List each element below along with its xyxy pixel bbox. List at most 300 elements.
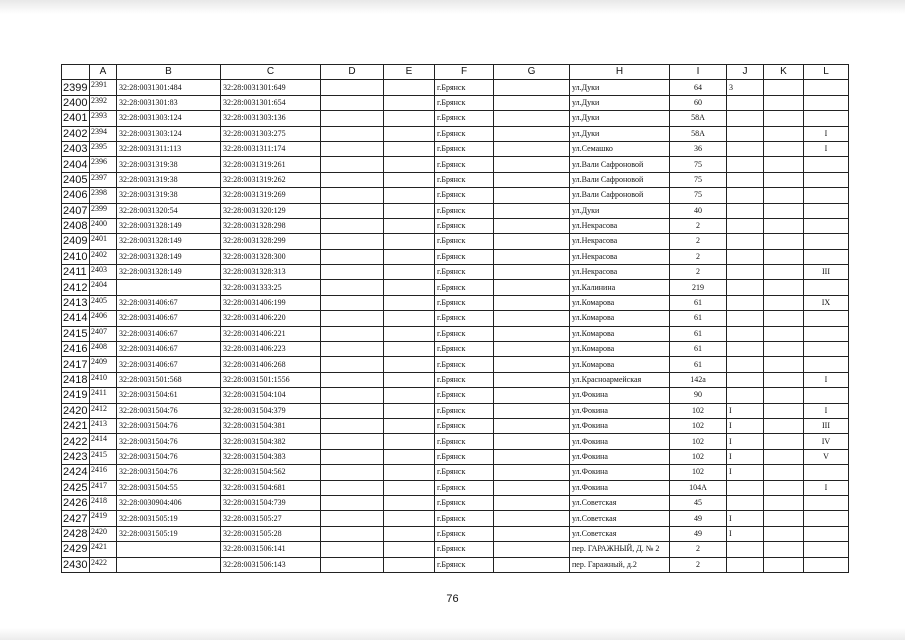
cell-j bbox=[727, 234, 764, 249]
cell-h: ул.Фокина bbox=[570, 388, 670, 403]
cell-d bbox=[321, 111, 384, 126]
cell-j bbox=[727, 388, 764, 403]
cell-f: г.Брянск bbox=[435, 280, 494, 295]
row-number: 2414 bbox=[62, 311, 90, 326]
scan-edge-top bbox=[0, 0, 905, 14]
cell-b: 32:28:0031301:83 bbox=[117, 95, 221, 110]
cell-l bbox=[804, 157, 849, 172]
cell-l bbox=[804, 557, 849, 572]
cell-d bbox=[321, 495, 384, 510]
cell-h: ул.Семашко bbox=[570, 141, 670, 156]
cell-b: 32:28:0031311:113 bbox=[117, 141, 221, 156]
column-header: K bbox=[764, 65, 804, 80]
row-number: 2424 bbox=[62, 465, 90, 480]
cell-j bbox=[727, 218, 764, 233]
row-number: 2429 bbox=[62, 542, 90, 557]
cell-a: 2400 bbox=[90, 218, 117, 233]
cell-k bbox=[764, 95, 804, 110]
cell-f: г.Брянск bbox=[435, 557, 494, 572]
cell-h: ул.Советская bbox=[570, 495, 670, 510]
row-number: 2423 bbox=[62, 449, 90, 464]
cell-l bbox=[804, 388, 849, 403]
cell-k bbox=[764, 511, 804, 526]
cell-k bbox=[764, 157, 804, 172]
row-number: 2404 bbox=[62, 157, 90, 172]
table-row bbox=[62, 265, 849, 280]
table-row bbox=[62, 418, 849, 433]
cell-i: 2 bbox=[670, 249, 727, 264]
cell-i: 61 bbox=[670, 295, 727, 310]
table-row bbox=[62, 480, 849, 495]
cell-f: г.Брянск bbox=[435, 372, 494, 387]
cell-f: г.Брянск bbox=[435, 203, 494, 218]
cell-e bbox=[384, 80, 435, 95]
cell-f: г.Брянск bbox=[435, 141, 494, 156]
cell-a: 2415 bbox=[90, 449, 117, 464]
cell-d bbox=[321, 126, 384, 141]
cell-c: 32:28:0031320:129 bbox=[221, 203, 321, 218]
table-row bbox=[62, 372, 849, 387]
cell-c: 32:28:0031505:27 bbox=[221, 511, 321, 526]
row-number: 2422 bbox=[62, 434, 90, 449]
row-number: 2420 bbox=[62, 403, 90, 418]
cell-a: 2421 bbox=[90, 542, 117, 557]
cell-j bbox=[727, 172, 764, 187]
cell-d bbox=[321, 95, 384, 110]
cell-j bbox=[727, 295, 764, 310]
cell-a: 2402 bbox=[90, 249, 117, 264]
cell-i: 142а bbox=[670, 372, 727, 387]
cell-l bbox=[804, 203, 849, 218]
row-number: 2425 bbox=[62, 480, 90, 495]
cell-h: ул.Комарова bbox=[570, 342, 670, 357]
row-number: 2407 bbox=[62, 203, 90, 218]
cell-l: I bbox=[804, 126, 849, 141]
cell-g bbox=[494, 326, 570, 341]
column-header: A bbox=[90, 65, 117, 80]
cell-b: 32:28:0031328:149 bbox=[117, 265, 221, 280]
cell-e bbox=[384, 218, 435, 233]
row-number: 2400 bbox=[62, 95, 90, 110]
cell-e bbox=[384, 311, 435, 326]
cell-c: 32:28:0031301:654 bbox=[221, 95, 321, 110]
cell-j: 3 bbox=[727, 80, 764, 95]
cell-c: 32:28:0031506:143 bbox=[221, 557, 321, 572]
cell-a: 2414 bbox=[90, 434, 117, 449]
cell-b bbox=[117, 542, 221, 557]
cell-h: ул.Красноармейская bbox=[570, 372, 670, 387]
table-row bbox=[62, 234, 849, 249]
row-number: 2403 bbox=[62, 141, 90, 156]
cell-j bbox=[727, 557, 764, 572]
cell-a: 2419 bbox=[90, 511, 117, 526]
cell-j bbox=[727, 542, 764, 557]
cell-a: 2407 bbox=[90, 326, 117, 341]
cell-j bbox=[727, 326, 764, 341]
cell-i: 102 bbox=[670, 403, 727, 418]
cell-c: 32:28:0031504:383 bbox=[221, 449, 321, 464]
cell-a: 2410 bbox=[90, 372, 117, 387]
cell-h: пер. Гаражный, д.2 bbox=[570, 557, 670, 572]
cell-k bbox=[764, 249, 804, 264]
cell-l bbox=[804, 172, 849, 187]
table-row bbox=[62, 357, 849, 372]
cell-l bbox=[804, 111, 849, 126]
cell-b: 32:28:0031505:19 bbox=[117, 526, 221, 541]
row-number: 2418 bbox=[62, 372, 90, 387]
cell-j bbox=[727, 203, 764, 218]
cell-a: 2393 bbox=[90, 111, 117, 126]
cell-b: 32:28:0031303:124 bbox=[117, 111, 221, 126]
cell-d bbox=[321, 265, 384, 280]
cell-e bbox=[384, 172, 435, 187]
table-row bbox=[62, 311, 849, 326]
cell-e bbox=[384, 249, 435, 264]
cell-f: г.Брянск bbox=[435, 357, 494, 372]
cell-d bbox=[321, 203, 384, 218]
cell-f: г.Брянск bbox=[435, 157, 494, 172]
cell-b: 32:28:0031328:149 bbox=[117, 249, 221, 264]
cell-h: ул.Дуки bbox=[570, 203, 670, 218]
cell-c: 32:28:0031319:262 bbox=[221, 172, 321, 187]
cell-a: 2408 bbox=[90, 342, 117, 357]
cell-f: г.Брянск bbox=[435, 403, 494, 418]
cell-g bbox=[494, 126, 570, 141]
table-row bbox=[62, 126, 849, 141]
cell-a: 2413 bbox=[90, 418, 117, 433]
cell-g bbox=[494, 372, 570, 387]
table-row bbox=[62, 80, 849, 95]
cell-g bbox=[494, 342, 570, 357]
cell-j bbox=[727, 357, 764, 372]
cell-e bbox=[384, 480, 435, 495]
cell-d bbox=[321, 172, 384, 187]
table-row bbox=[62, 157, 849, 172]
cell-a: 2412 bbox=[90, 403, 117, 418]
cell-f: г.Брянск bbox=[435, 249, 494, 264]
cell-f: г.Брянск bbox=[435, 480, 494, 495]
cell-l bbox=[804, 357, 849, 372]
cell-l: V bbox=[804, 449, 849, 464]
table-body bbox=[62, 80, 849, 573]
cell-i: 49 bbox=[670, 511, 727, 526]
cell-a: 2404 bbox=[90, 280, 117, 295]
cell-h: ул.Вали Сафроновой bbox=[570, 172, 670, 187]
cell-i: 102 bbox=[670, 465, 727, 480]
column-header: J bbox=[727, 65, 764, 80]
cell-b: 32:28:0031301:484 bbox=[117, 80, 221, 95]
cell-h: ул.Комарова bbox=[570, 295, 670, 310]
cell-d bbox=[321, 403, 384, 418]
row-number: 2410 bbox=[62, 249, 90, 264]
cell-l bbox=[804, 80, 849, 95]
cell-b: 32:28:0031504:55 bbox=[117, 480, 221, 495]
cell-i: 58А bbox=[670, 111, 727, 126]
cell-h: ул.Фокина bbox=[570, 434, 670, 449]
cell-h: ул.Советская bbox=[570, 526, 670, 541]
cell-g bbox=[494, 449, 570, 464]
table-row bbox=[62, 141, 849, 156]
cell-a: 2396 bbox=[90, 157, 117, 172]
cell-l: I bbox=[804, 141, 849, 156]
cell-h: ул.Некрасова bbox=[570, 265, 670, 280]
row-number: 2406 bbox=[62, 188, 90, 203]
cell-f: г.Брянск bbox=[435, 234, 494, 249]
cell-h: ул.Фокина bbox=[570, 418, 670, 433]
table-row bbox=[62, 434, 849, 449]
cell-h: пер. ГАРАЖНЫЙ, Д. № 2 bbox=[570, 542, 670, 557]
cell-g bbox=[494, 203, 570, 218]
row-number: 2421 bbox=[62, 418, 90, 433]
row-number: 2427 bbox=[62, 511, 90, 526]
cell-k bbox=[764, 203, 804, 218]
cell-a: 2391 bbox=[90, 80, 117, 95]
cell-g bbox=[494, 357, 570, 372]
cell-g bbox=[494, 80, 570, 95]
table-row bbox=[62, 465, 849, 480]
cell-f: г.Брянск bbox=[435, 526, 494, 541]
cell-b: 32:28:0031504:61 bbox=[117, 388, 221, 403]
cell-g bbox=[494, 403, 570, 418]
cell-b: 32:28:0031319:38 bbox=[117, 157, 221, 172]
cell-d bbox=[321, 449, 384, 464]
column-header: F bbox=[435, 65, 494, 80]
cell-k bbox=[764, 480, 804, 495]
cell-d bbox=[321, 357, 384, 372]
cell-b: 32:28:0031319:38 bbox=[117, 188, 221, 203]
table-row bbox=[62, 249, 849, 264]
table-row bbox=[62, 403, 849, 418]
cell-i: 45 bbox=[670, 495, 727, 510]
cell-h: ул.Фокина bbox=[570, 465, 670, 480]
cell-e bbox=[384, 157, 435, 172]
cell-e bbox=[384, 465, 435, 480]
table-row bbox=[62, 326, 849, 341]
spreadsheet-table bbox=[61, 64, 849, 573]
cell-g bbox=[494, 280, 570, 295]
cell-d bbox=[321, 465, 384, 480]
cell-k bbox=[764, 403, 804, 418]
cell-b: 32:28:0031504:76 bbox=[117, 403, 221, 418]
cell-k bbox=[764, 311, 804, 326]
cell-i: 75 bbox=[670, 157, 727, 172]
cell-c: 32:28:0031406:268 bbox=[221, 357, 321, 372]
cell-d bbox=[321, 280, 384, 295]
cell-i: 2 bbox=[670, 234, 727, 249]
cell-e bbox=[384, 557, 435, 572]
cell-h: ул.Комарова bbox=[570, 311, 670, 326]
cell-d bbox=[321, 434, 384, 449]
cell-f: г.Брянск bbox=[435, 542, 494, 557]
cell-g bbox=[494, 234, 570, 249]
cell-b: 32:28:0031504:76 bbox=[117, 418, 221, 433]
cell-d bbox=[321, 218, 384, 233]
cell-l bbox=[804, 280, 849, 295]
cell-k bbox=[764, 326, 804, 341]
cell-d bbox=[321, 418, 384, 433]
cell-k bbox=[764, 234, 804, 249]
table-row bbox=[62, 342, 849, 357]
cell-h: ул.Некрасова bbox=[570, 218, 670, 233]
cell-l bbox=[804, 188, 849, 203]
cell-a: 2394 bbox=[90, 126, 117, 141]
cell-l bbox=[804, 526, 849, 541]
cell-e bbox=[384, 372, 435, 387]
cell-g bbox=[494, 218, 570, 233]
scan-edge-bottom bbox=[0, 628, 905, 640]
cell-a: 2418 bbox=[90, 495, 117, 510]
cell-e bbox=[384, 234, 435, 249]
cell-i: 75 bbox=[670, 172, 727, 187]
cell-e bbox=[384, 495, 435, 510]
cell-a: 2398 bbox=[90, 188, 117, 203]
cell-a: 2409 bbox=[90, 357, 117, 372]
corner-header-cell bbox=[62, 65, 90, 80]
cell-b bbox=[117, 280, 221, 295]
cell-k bbox=[764, 295, 804, 310]
cell-g bbox=[494, 295, 570, 310]
cell-b: 32:28:0031320:54 bbox=[117, 203, 221, 218]
cell-j bbox=[727, 495, 764, 510]
cell-c: 32:28:0031406:223 bbox=[221, 342, 321, 357]
cell-k bbox=[764, 357, 804, 372]
cell-l bbox=[804, 342, 849, 357]
cell-j bbox=[727, 141, 764, 156]
cell-h: ул.Комарова bbox=[570, 357, 670, 372]
cell-k bbox=[764, 280, 804, 295]
cell-i: 2 bbox=[670, 557, 727, 572]
cell-c: 32:28:0031311:174 bbox=[221, 141, 321, 156]
table-row bbox=[62, 218, 849, 233]
cell-b: 32:28:0031328:149 bbox=[117, 234, 221, 249]
row-number: 2411 bbox=[62, 265, 90, 280]
cell-g bbox=[494, 141, 570, 156]
cell-c: 32:28:0031328:300 bbox=[221, 249, 321, 264]
cell-f: г.Брянск bbox=[435, 188, 494, 203]
cell-c: 32:28:0031303:136 bbox=[221, 111, 321, 126]
cell-g bbox=[494, 495, 570, 510]
cell-b: 32:28:0030904:406 bbox=[117, 495, 221, 510]
cell-j: I bbox=[727, 418, 764, 433]
cell-e bbox=[384, 403, 435, 418]
cell-j bbox=[727, 265, 764, 280]
cell-c: 32:28:0031504:379 bbox=[221, 403, 321, 418]
cell-i: 2 bbox=[670, 265, 727, 280]
cell-e bbox=[384, 449, 435, 464]
table-row bbox=[62, 172, 849, 187]
cell-e bbox=[384, 111, 435, 126]
cell-c: 32:28:0031504:681 bbox=[221, 480, 321, 495]
cell-b: 32:28:0031406:67 bbox=[117, 342, 221, 357]
cell-b: 32:28:0031406:67 bbox=[117, 311, 221, 326]
cell-c: 32:28:0031406:199 bbox=[221, 295, 321, 310]
cell-b: 32:28:0031303:124 bbox=[117, 126, 221, 141]
cell-d bbox=[321, 526, 384, 541]
cell-a: 2405 bbox=[90, 295, 117, 310]
cell-i: 219 bbox=[670, 280, 727, 295]
cell-f: г.Брянск bbox=[435, 126, 494, 141]
cell-d bbox=[321, 480, 384, 495]
cell-a: 2411 bbox=[90, 388, 117, 403]
cell-e bbox=[384, 188, 435, 203]
cell-d bbox=[321, 372, 384, 387]
cell-j bbox=[727, 280, 764, 295]
cell-b: 32:28:0031504:76 bbox=[117, 465, 221, 480]
row-number: 2428 bbox=[62, 526, 90, 541]
cell-f: г.Брянск bbox=[435, 111, 494, 126]
column-header: L bbox=[804, 65, 849, 80]
cell-k bbox=[764, 342, 804, 357]
cell-f: г.Брянск bbox=[435, 388, 494, 403]
cell-i: 36 bbox=[670, 141, 727, 156]
row-number: 2405 bbox=[62, 172, 90, 187]
cell-l: III bbox=[804, 418, 849, 433]
cell-k bbox=[764, 372, 804, 387]
cell-b: 32:28:0031504:76 bbox=[117, 449, 221, 464]
cell-f: г.Брянск bbox=[435, 495, 494, 510]
cell-i: 102 bbox=[670, 418, 727, 433]
cell-l: I bbox=[804, 372, 849, 387]
cell-h: ул.Советская bbox=[570, 511, 670, 526]
cell-e bbox=[384, 511, 435, 526]
row-number: 2412 bbox=[62, 280, 90, 295]
cell-k bbox=[764, 388, 804, 403]
cell-k bbox=[764, 542, 804, 557]
cell-h: ул.Фокина bbox=[570, 403, 670, 418]
cell-i: 104А bbox=[670, 480, 727, 495]
cell-i: 75 bbox=[670, 188, 727, 203]
column-header-row bbox=[62, 65, 849, 80]
cell-k bbox=[764, 188, 804, 203]
cell-j bbox=[727, 157, 764, 172]
cell-b: 32:28:0031505:19 bbox=[117, 511, 221, 526]
cell-d bbox=[321, 295, 384, 310]
cell-l bbox=[804, 542, 849, 557]
row-number: 2417 bbox=[62, 357, 90, 372]
table-row bbox=[62, 280, 849, 295]
cell-k bbox=[764, 495, 804, 510]
cell-e bbox=[384, 388, 435, 403]
cell-k bbox=[764, 434, 804, 449]
table-row bbox=[62, 95, 849, 110]
cell-e bbox=[384, 95, 435, 110]
row-number: 2401 bbox=[62, 111, 90, 126]
cell-a: 2403 bbox=[90, 265, 117, 280]
cell-j bbox=[727, 111, 764, 126]
cell-i: 61 bbox=[670, 326, 727, 341]
cell-k bbox=[764, 126, 804, 141]
cell-f: г.Брянск bbox=[435, 449, 494, 464]
table-row bbox=[62, 188, 849, 203]
cell-c: 32:28:0031328:313 bbox=[221, 265, 321, 280]
cell-g bbox=[494, 265, 570, 280]
table-row bbox=[62, 203, 849, 218]
cell-a: 2392 bbox=[90, 95, 117, 110]
cell-d bbox=[321, 311, 384, 326]
cell-a: 2399 bbox=[90, 203, 117, 218]
cell-c: 32:28:0031303:275 bbox=[221, 126, 321, 141]
cell-b: 32:28:0031504:76 bbox=[117, 434, 221, 449]
cell-g bbox=[494, 95, 570, 110]
cell-g bbox=[494, 249, 570, 264]
cell-h: ул.Некрасова bbox=[570, 234, 670, 249]
cell-d bbox=[321, 542, 384, 557]
table-row bbox=[62, 388, 849, 403]
cell-c: 32:28:0031301:649 bbox=[221, 80, 321, 95]
cell-f: г.Брянск bbox=[435, 434, 494, 449]
column-header: G bbox=[494, 65, 570, 80]
cell-j: I bbox=[727, 526, 764, 541]
